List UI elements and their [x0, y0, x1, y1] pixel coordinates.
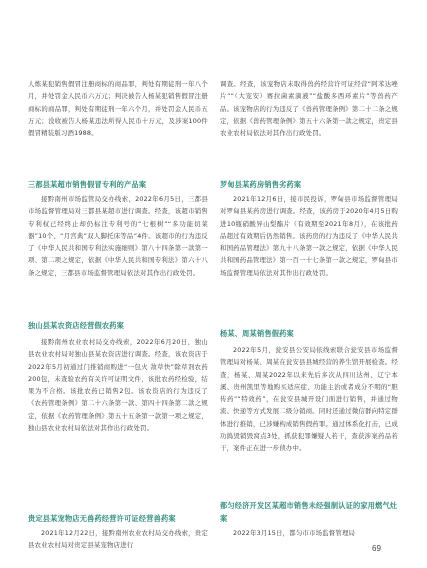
section-body-text: 接黔南州农业农村局交办线索，2022年6月20日，独山县农业农村局对独山县某农资店进行调查。经查，该农资店于2022年5月初通过门推销商购进“一包火 敌草快”除草剂农药200包，未查验农药有关许可证明文件，该批农药经检验，结果为不合格。该批农药已销售2包。该农资店的行为违反了《农药管理条例》第二十六条第一款、第四十四条第二款之规定，依据《农药管理条例》第五十五条第一款第一项之规定，独山县农业农村局依法对其作出行政处罚。 [28, 338, 208, 432]
section-guiding-pet-store [28, 513, 208, 526]
section-body-text: 2022年3月15日，都匀市市场监督管理局 [233, 529, 356, 537]
section-duyun-body [220, 527, 398, 539]
section-heading: 杨某、周某销售假药案 [220, 329, 294, 338]
section-heading: 罗甸县某药房销售劣药案 [220, 180, 302, 189]
right-intro-text: 调查。经查，该宠物店未取得兽药经营许可证经营“阿苯达唑片”“（大宠安）赛拉菌素滴液”“盐酸多西环素片”等兽药产品。该宠物店的行为违反了《兽药管理条例》第二十二条之规定，依据《兽药管理条例》第五十六条第一款之规定，贵定县农业农村局依法对其作出行政处罚。 [220, 80, 398, 137]
section-guiding-body [28, 527, 208, 552]
section-luodian-body [220, 193, 398, 279]
section-dushan-body [28, 336, 208, 434]
section-body-text: 2021年12月22日，接黔南州农业农村局交办线索，贵定县农业农村局对贵定县某宠物店进行 [28, 529, 208, 550]
section-luodian-pharmacy [220, 179, 398, 192]
section-dushan-agri-store [28, 320, 208, 333]
section-sandu-supermarket [28, 179, 208, 192]
section-sandu-body [28, 193, 208, 279]
right-intro [220, 78, 398, 139]
section-duyun-gas-stove [220, 500, 398, 525]
left-intro [28, 78, 208, 139]
section-yang-zhou-case [220, 328, 398, 341]
section-heading: 都匀经济开发区某超市销售未经强制认证的家用燃气灶案 [220, 501, 398, 523]
section-heading: 贵定县某宠物店无兽药经营许可证经营兽药案 [28, 514, 176, 523]
section-heading: 三都县某超市销售假冒专利的产品案 [28, 180, 147, 189]
section-body-text: 2022年5月，瓮安县公安局依线索联合瓮安县市场监督管理局对杨某、周某在瓮安县县城经营的养生馆开展检查。经查，杨某、周某2022年以来先后多次从四川达州、辽宁本溪、贵州凯里等地购买适应症、功能主治或者成分不明的“胆传药”“特效药”，在瓮安县城开设门面进行销售，并通过物流、快递等方式发展二级分销商。同时还通过微信群向特定群体进行推销，已涉嫌构成销售假药罪。通过体系化打击，已成功捣毁销毁窝点3处，抓获犯罪嫌疑人若干，查获涉案药品若干，案件正在进一步侦办中。 [220, 346, 398, 452]
section-heading: 独山县某农资店经营假农药案 [28, 321, 125, 330]
section-yang-zhou-body [220, 344, 398, 454]
section-body-text: 2021年12月6日，接市民投诉，罗甸县市场监督管理局对罗甸县某药房进行调查。经查，该药房于2020年4月5日购进10瓶硝酸异山梨酯片（有效期至2021年8月），在该批药品超过有效期后仍然销售。该药房的行为违反了《中华人民共和国药品管理法》第九十八条第一款之规定，依据《中华人民共和国药品管理法》第一百一十七条第一款之规定，罗甸县市场监督管理局依法对其作出行政处罚。 [220, 195, 398, 277]
left-intro-text: 人炼某犯销售假冒注册商标的商品罪，判处有期徒刑一年八个月，并处罚金人民币六万元；判决被告人杨某犯销售假冒注册商标的商品罪，判处有期徒刑一年六个月，并处罚金人民币五万元；没收被告人杨某违法所得人民币十万元，及涉案100件假冒精装版习酒1988。 [28, 80, 208, 137]
page-number: 69 [372, 544, 381, 553]
section-body-text: 接黔南州市场监管局交办线索，2022年6月5日，三都县市场监督管理局对三都县某超市进行调查。经查，该超市销售专利权已经终止却仍标注专利号的“七根树”“多功能切菜器”10个、“月宫典”双人脚托床等品”4件。该超市的行为违反了《中华人民共和国专利法实施细则》第八十四条第一款第一项、第二项之规定，依据《中华人民共和国专利法》第六十八条之规定，三都县市场监督管理局依法对其作出行政处罚。 [28, 195, 208, 277]
